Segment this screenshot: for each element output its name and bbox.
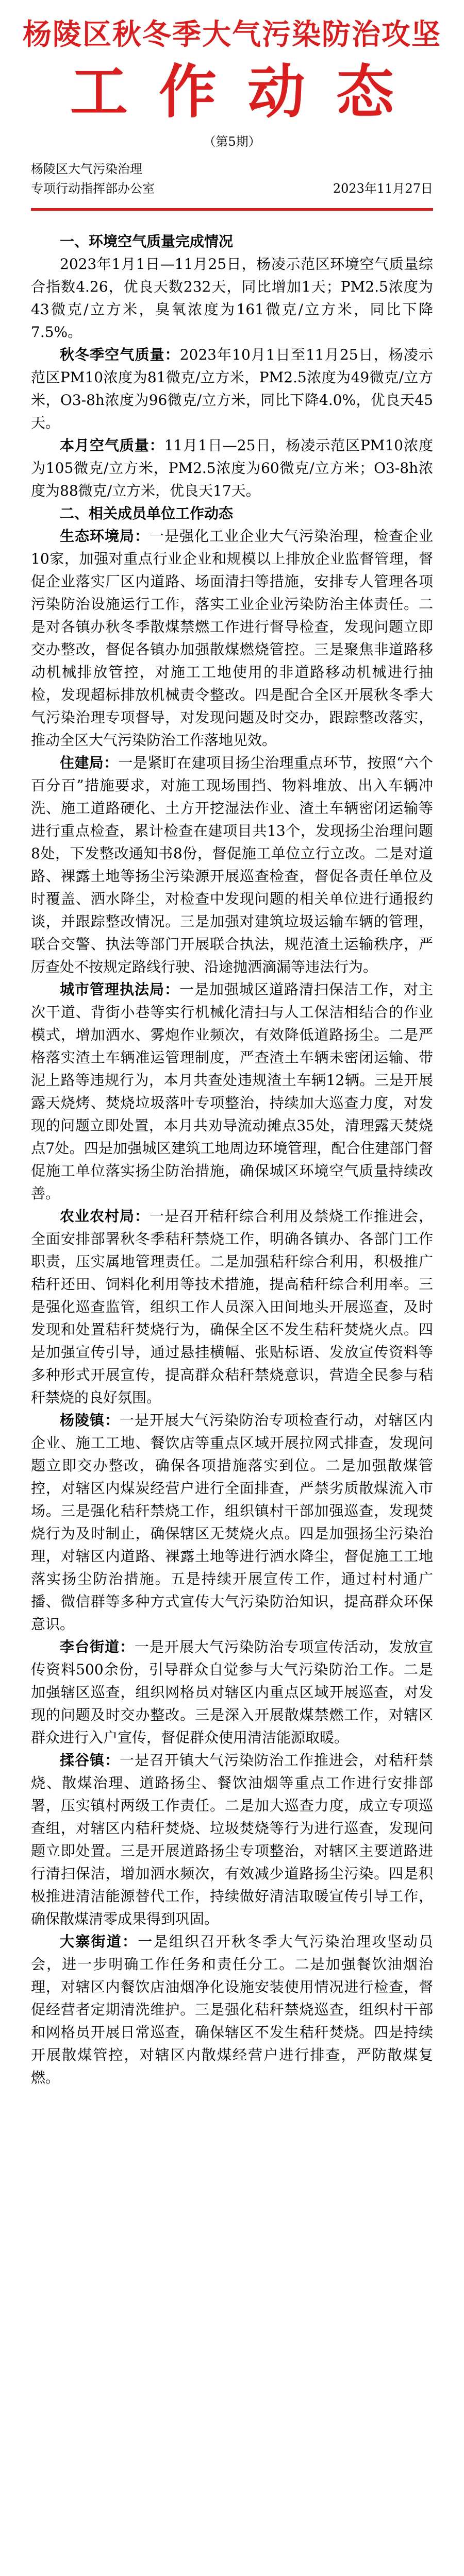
section-heading: 一、环境空气质量完成情况 bbox=[60, 233, 234, 250]
paragraph-text: 一是强化工业企业大气污染治理，检查企业10家，加强对重点行业企业和规模以上排放企业监督管理，督促企业落实厂区内道路、场面清扫等措施，安排专人管理各项污染防治设施运行工作，落实工业企业污染防治主体责任。二是对各镇办秋冬季散煤禁燃工作进行督导检查，发现问题立即交办整改，督促各镇办加强散煤燃烧管控。三是聚焦非道路移动机械排放管控，对施工工地使用的非道路移动机械进行抽检，发现超标排放机械责令整改。四是配合全区开展秋冬季大气污染治理专项督导，对发现问题及时交办，跟踪整改落实，推动全区大气污染防治工作落地见效。 bbox=[31, 528, 433, 749]
issue-number: （第5期） bbox=[203, 134, 261, 149]
paragraph-text: 2023年1月1日—11月25日，杨凌示范区环境空气质量综合指数4.26，优良天数232天，同比增加1天；PM2.5浓度为43微克/立方米，臭氧浓度为161微克/立方米，同比下降7.5%。 bbox=[31, 256, 433, 341]
paragraph-lead: 杨陵镇： bbox=[60, 1412, 120, 1429]
issue-date: 2023年11月27日 bbox=[333, 181, 433, 196]
body-paragraph bbox=[31, 752, 433, 978]
paragraph-text: 一是召开镇大气污染防治工作推进会，对秸秆禁烧、散煤治理、道路扬尘、餐饮油烟等重点工作进行安排部署，压实镇村两级工作责任。二是加大巡查力度，成立专项巡查组，对辖区内秸秆焚烧、垃圾焚烧等行为进行巡查，发现问题立即处置。三是开展道路扬尘专项整治，对辖区主要道路进行清扫保洁，增加洒水频次，有效减少道路扬尘污染。四是积极推进清洁能源替代工作，持续做好清洁取暖宣传引导工作，确保散煤清零成果得到巩固。 bbox=[31, 1752, 433, 1927]
body-paragraph bbox=[31, 253, 433, 344]
body-paragraph bbox=[31, 1749, 433, 1930]
body-paragraph bbox=[31, 525, 433, 752]
paragraph-lead: 揉谷镇： bbox=[60, 1752, 120, 1769]
document-body bbox=[31, 230, 433, 2089]
paragraph-text: 2023年10月1日至11月25日，杨凌示范区PM10浓度为81微克/立方米，PM2.5浓度为49微克/立方米，O3-8h浓度为96微克/立方米，同比下降4.0%，优良天45天。 bbox=[31, 346, 433, 431]
paragraph-lead: 农业农村局： bbox=[60, 1208, 150, 1225]
paragraph-lead: 住建局： bbox=[60, 754, 119, 771]
masthead bbox=[0, 0, 464, 149]
section-heading: 二、相关成员单位工作动态 bbox=[60, 505, 234, 522]
paragraph-text: 一是开展大气污染防治专项宣传活动，发放宣传资料500余份，引导群众自觉参与大气污染防治工作。二是加强辖区巡查，组织网格员对辖区内重点区域开展巡查，对发现的问题及时交办整改。三是深入开展散煤禁燃工作，对辖区群众进行入户宣传，督促群众使用清洁能源取暖。 bbox=[31, 1638, 433, 1746]
body-paragraph bbox=[31, 344, 433, 434]
paragraph-lead: 生态环境局： bbox=[60, 528, 150, 545]
body-paragraph bbox=[31, 1930, 433, 2089]
paragraph-text: 一是组织召开秋冬季大气污染治理攻坚动员会，进一步明确工作任务和责任分工。二是加强餐饮油烟治理，对辖区内餐饮店油烟净化设施安装使用情况进行检查，督促经营者定期清洗维护。三是强化秸秆禁烧巡查，组织村干部和网格员开展日常巡查，确保辖区不发生秸秆焚烧。四是持续开展散煤管控，对辖区内散煤经营户进行排查，严防散煤复燃。 bbox=[31, 1933, 433, 2086]
red-divider bbox=[31, 208, 433, 211]
paragraph-text: 一是加强城区道路清扫保洁工作，对主次干道、背街小巷等实行机械化清扫与人工保洁相结合的作业模式，增加洒水、雾炮作业频次，有效降低道路扬尘。二是严格落实渣土车辆准运管理制度，严查渣土车辆未密闭运输、带泥上路等违规行为，本月共查处违规渣土车辆12辆。三是开展露天烧烤、焚烧垃圾落叶专项整治，持续加大巡查力度，对发现的问题立即处置，本月共劝导流动摊点35处，清理露天焚烧点7处。四是加强城区建筑工地周边环境管理，配合住建部门督促施工单位落实扬尘防治措施，确保城区环境空气质量持续改善。 bbox=[31, 981, 433, 1202]
paragraph-text: 一是紧盯在建项目扬尘治理重点环节，按照“六个百分百”措施要求，对施工现场围挡、物料堆放、出入车辆冲洗、施工道路硬化、土方开挖湿法作业、渣土车辆密闭运输等进行重点检查，累计检查在建项目共13个，发现扬尘治理问题8处，下发整改通知书8份，督促施工单位立行立改。二是对道路、裸露土地等扬尘污染源开展巡查检查，督促各责任单位及时覆盖、洒水降尘，对检查中发现问题的相关单位进行通报约谈，并跟踪整改情况。三是加强对建筑垃圾运输车辆的管理，联合交警、执法等部门开展联合执法，规范渣土运输秩序，严厉查处不按规定路线行驶、沿途抛洒滴漏等违法行为。 bbox=[31, 754, 433, 975]
paragraph-text: 一是召开秸秆综合利用及禁烧工作推进会，全面安排部署秋冬季秸秆禁烧工作，明确各镇办、各部门工作职责，压实属地管理责任。二是加强秸秆综合利用，积极推广秸秆还田、饲料化利用等技术措施，提高秸秆综合利用率。三是强化巡查监管，组织工作人员深入田间地头开展巡查，及时发现和处置秸秆焚烧行为，确保全区不发生秸秆焚烧火点。四是加强宣传引导，通过悬挂横幅、张贴标语、发放宣传资料等多种形式开展宣传，提高群众秸秆禁烧意识，营造全民参与秸秆禁烧的良好氛围。 bbox=[31, 1208, 433, 1406]
body-paragraph bbox=[31, 1636, 433, 1749]
paragraph-lead: 大寨街道： bbox=[60, 1933, 138, 1950]
paragraph-text: 一是开展大气污染防治专项检查行动，对辖区内企业、施工工地、餐饮店等重点区域开展拉网式排查，发现问题立即交办整改，确保各项措施落实到位。二是加强散煤管控，对辖区内煤炭经营户进行全面排查，严禁劣质散煤流入市场。三是强化秸秆禁烧工作，组织镇村干部加强巡查，发现焚烧行为及时制止，确保辖区无焚烧火点。四是加强扬尘污染治理，对辖区内道路、裸露土地等进行洒水降尘，督促施工工地落实扬尘防治措施。五是持续开展宣传工作，通过村村通广播、微信群等多种方式宣传大气污染防治知识，提高群众环保意识。 bbox=[31, 1412, 433, 1633]
body-paragraph bbox=[31, 1205, 433, 1409]
issuer-line-1: 杨陵区大气污染治理 bbox=[31, 162, 142, 176]
document-subtitle: 工作动态 bbox=[70, 59, 425, 126]
issuer-block bbox=[31, 157, 433, 208]
paragraph-lead: 秋冬季空气质量： bbox=[60, 346, 180, 363]
body-paragraph bbox=[31, 1409, 433, 1636]
paragraph-lead: 李台街道： bbox=[60, 1638, 135, 1655]
body-paragraph bbox=[31, 978, 433, 1205]
paragraph-lead: 本月空气质量： bbox=[60, 437, 164, 454]
body-paragraph bbox=[31, 434, 433, 502]
document-title: 杨陵区秋冬季大气污染防治攻坚 bbox=[23, 18, 441, 52]
paragraph-lead: 城市管理执法局： bbox=[60, 981, 179, 998]
issuer-line-2: 专项行动指挥部办公室 bbox=[31, 181, 155, 196]
paragraph-text: 11月1日—25日，杨凌示范区PM10浓度为105微克/立方米，PM2.5浓度为60微克/立方米；O3-8h浓度为88微克/立方米，优良天17天。 bbox=[31, 437, 433, 499]
